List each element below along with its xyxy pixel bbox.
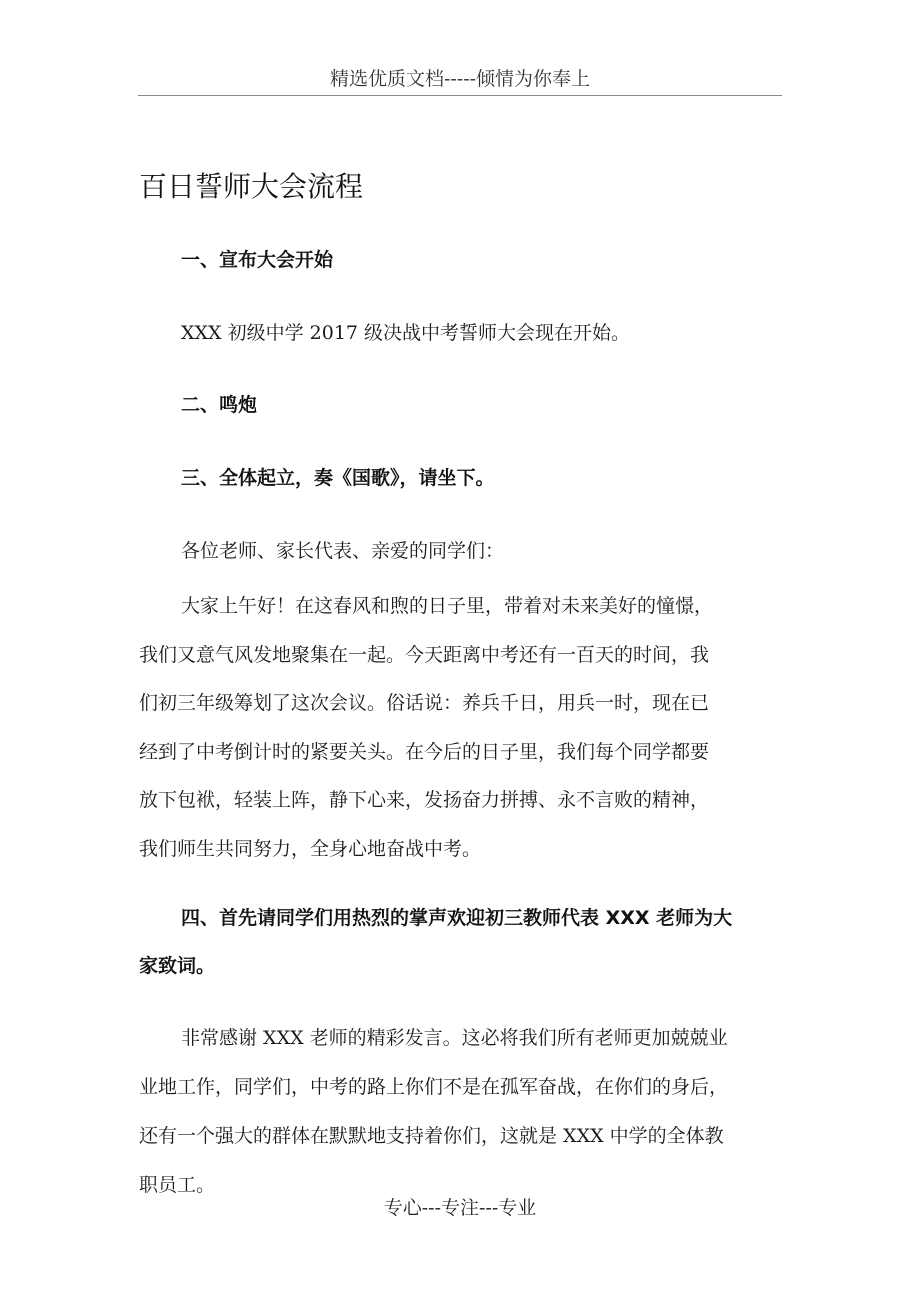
- section-heading-4-line: 家致词。: [139, 955, 216, 977]
- speech-line: 大家上午好！在这春风和煦的日子里，带着对未来美好的憧憬，: [181, 595, 714, 617]
- thanks-line: 职员工。: [139, 1174, 216, 1196]
- speech-paragraph: [139, 582, 779, 873]
- header-divider: [138, 95, 782, 96]
- thanks-line: 非常感谢 XXX 老师的精彩发言。这必将我们所有老师更加兢兢业: [181, 1027, 728, 1049]
- section-heading-4-line: 四、首先请同学们用热烈的掌声欢迎初三教师代表 XXX 老师为大: [181, 907, 733, 929]
- section-heading-4: [139, 894, 779, 990]
- page-footer: 专心---专注---专业: [383, 1197, 537, 1219]
- speech-line: 经到了中考倒计时的紧要关头。在今后的日子里，我们每个同学都要: [139, 740, 710, 763]
- thanks-paragraph: [139, 1014, 779, 1210]
- thanks-line: 还有一个强大的群体在默默地支持着你们，这就是 XXX 中学的全体教: [139, 1125, 724, 1147]
- document-title: 百日誓师大会流程: [139, 170, 364, 203]
- speech-line: 我们又意气风发地聚集在一起。今天距离中考还有一百天的时间，我: [139, 643, 710, 666]
- greeting-line: 各位老师、家长代表、亲爱的同学们：: [181, 540, 505, 562]
- speech-line: 我们师生共同努力，全身心地奋战中考。: [139, 837, 482, 860]
- page-header: 精选优质文档-----倾情为你奉上: [329, 68, 591, 90]
- section-heading-3: 三、全体起立，奏《国歌》，请坐下。: [181, 467, 495, 489]
- section-text-1: XXX 初级中学 2017 级决战中考誓师大会现在开始。: [181, 322, 631, 344]
- thanks-line: 业地工作，同学们，中考的路上你们不是在孤军奋战，在你们的身后，: [139, 1076, 729, 1098]
- section-heading-1: 一、宣布大会开始: [181, 249, 334, 271]
- section-heading-2: 二、鸣炮: [181, 394, 258, 416]
- speech-line: 放下包袱，轻装上阵，静下心来，发扬奋力拼搏、永不言败的精神，: [139, 789, 710, 811]
- speech-line: 们初三年级筹划了这次会议。俗话说：养兵千日，用兵一时，现在已: [139, 692, 710, 714]
